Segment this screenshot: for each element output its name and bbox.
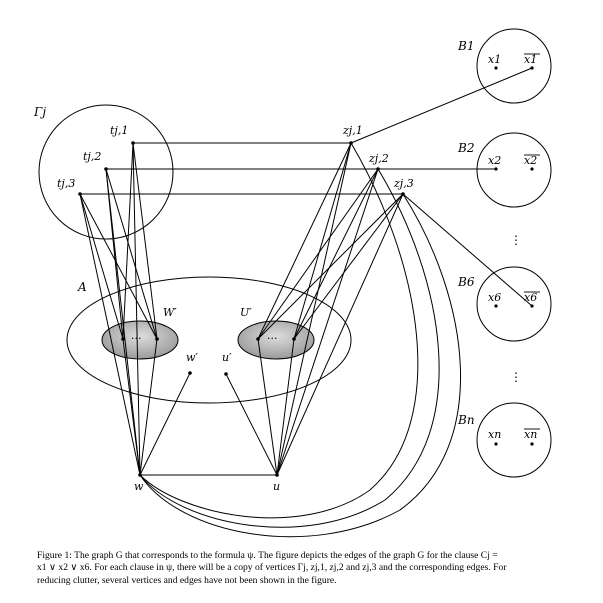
- vertex-w-blob-right: [155, 337, 159, 341]
- vertex-z3: [401, 192, 405, 196]
- label-x2bar: x2: [524, 154, 538, 167]
- vertex-x6: [494, 304, 497, 307]
- label-t1: tj,1: [110, 124, 129, 137]
- label-w-prime-set: W′: [163, 306, 177, 319]
- vertex-xn: [494, 442, 497, 445]
- label-z1: zj,1: [343, 124, 363, 137]
- label-z2: zj,2: [369, 152, 389, 165]
- vertex-x2: [494, 167, 497, 170]
- label-b6: B6: [458, 275, 475, 289]
- label-w-prime: w′: [186, 351, 198, 364]
- vertex-z1: [349, 141, 353, 145]
- vertex-t1: [131, 141, 135, 145]
- label-dots-w: ···: [131, 332, 142, 345]
- vertex-w-blob-left: [121, 337, 125, 341]
- edges: [80, 68, 532, 537]
- label-t2: tj,2: [83, 150, 102, 163]
- b6-circle: [477, 267, 551, 341]
- label-b2: B2: [458, 141, 475, 155]
- vertex-w-prime: [188, 371, 192, 375]
- label-u: u: [273, 480, 281, 493]
- b1-circle: [477, 29, 551, 103]
- label-x1: x1: [488, 53, 502, 66]
- vertex-xnbar: [530, 442, 533, 445]
- vertex-x1bar: [530, 66, 533, 69]
- vertex-x2bar: [530, 167, 533, 170]
- label-b1: B1: [458, 39, 475, 53]
- figure-caption: Figure 1: The graph G that corresponds to the formula ψ. The figure depicts the edges of the graph G for the clause Cj = x1 ∨ x2 ∨ x6. For each clause in ψ, there will be a copy of vertices Γj, zj,1, zj,2 and zj,3 and the corresponding edges. For reducing clutter, several vertices and edges have not been shown in the figure.: [37, 550, 507, 586]
- label-x2: x2: [488, 154, 502, 167]
- label-xnbar: xn: [524, 428, 538, 441]
- label-t3: tj,3: [57, 177, 76, 190]
- vertex-z2: [376, 167, 380, 171]
- label-gamma: Γj: [34, 105, 47, 119]
- label-bn: Bn: [458, 413, 475, 427]
- vertex-u-prime: [224, 372, 228, 376]
- vertex-u-blob-left: [256, 337, 260, 341]
- vertex-x6bar: [530, 304, 533, 307]
- vertex-u-blob-right: [292, 337, 296, 341]
- label-a: A: [78, 280, 87, 294]
- vertex-u: [275, 473, 279, 477]
- label-x6: x6: [488, 291, 502, 304]
- label-x6bar: x6: [524, 291, 538, 304]
- b2-circle: [477, 133, 551, 207]
- label-x1bar: x1: [524, 53, 538, 66]
- label-z3: zj,3: [394, 177, 414, 190]
- label-xn: xn: [488, 428, 502, 441]
- vertical-dots-lower: ⋮: [510, 370, 522, 384]
- vertex-t2: [104, 167, 108, 171]
- label-u-prime-set: U′: [240, 306, 252, 319]
- vertical-dots-upper: ⋮: [510, 233, 522, 247]
- label-w: w: [134, 480, 144, 493]
- vertex-t3: [78, 192, 82, 196]
- vertex-x1: [494, 66, 497, 69]
- label-dots-u: ···: [267, 332, 278, 345]
- label-u-prime: u′: [222, 351, 232, 364]
- negation-bars: [524, 54, 540, 429]
- vertex-w: [138, 473, 142, 477]
